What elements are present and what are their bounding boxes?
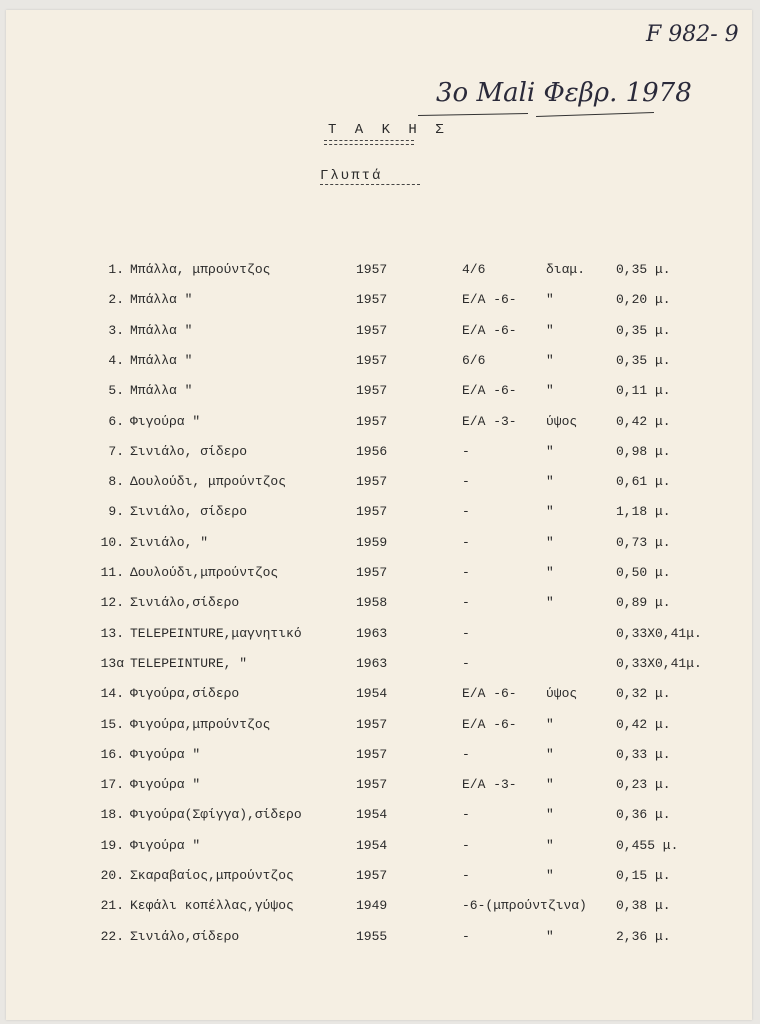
item-measure-type: " bbox=[546, 807, 554, 823]
handwritten-underline bbox=[536, 112, 654, 117]
item-title: Μπάλλα, μπρούντζος bbox=[130, 262, 271, 277]
list-item bbox=[6, 777, 752, 799]
item-dimension: 0,11 μ. bbox=[616, 383, 671, 399]
list-item bbox=[6, 868, 752, 890]
list-item bbox=[6, 504, 752, 526]
item-number: 13α bbox=[100, 655, 124, 671]
item-number: 16. bbox=[100, 746, 124, 762]
item-title: Φιγούρα " bbox=[130, 837, 201, 853]
item-dimension: 0,35 μ. bbox=[616, 262, 671, 277]
item-title: Σινιάλο, σίδερο bbox=[130, 504, 248, 520]
item-title: Σινιάλο,σίδερο bbox=[130, 928, 240, 944]
item-dimension: 0,89 μ. bbox=[616, 595, 671, 611]
title-underline bbox=[324, 144, 414, 145]
list-item bbox=[6, 444, 752, 466]
item-measure-type: ύψος bbox=[546, 413, 578, 429]
item-edition: Ε/Α -6- bbox=[462, 322, 517, 338]
item-number: 22. bbox=[100, 928, 124, 944]
item-year: 1957 bbox=[356, 413, 388, 429]
list-item bbox=[6, 686, 752, 708]
item-dimension: 0,20 μ. bbox=[616, 292, 671, 308]
list-item bbox=[6, 838, 752, 860]
item-dimension: 0,23 μ. bbox=[616, 777, 671, 793]
item-edition: Ε/Α -3- bbox=[462, 413, 517, 429]
item-number: 8. bbox=[108, 474, 124, 490]
item-number: 14. bbox=[100, 686, 124, 702]
item-title: Μπάλλα " bbox=[130, 352, 193, 368]
item-edition: - bbox=[462, 655, 470, 671]
item-year: 1954 bbox=[356, 807, 388, 823]
item-title: Σινιάλο, " bbox=[130, 534, 209, 550]
item-year: 1959 bbox=[356, 534, 388, 550]
item-year: 1957 bbox=[356, 262, 388, 277]
item-edition: - bbox=[462, 837, 470, 853]
item-year: 1957 bbox=[356, 565, 388, 580]
item-edition: Ε/Α -6- bbox=[462, 383, 517, 399]
list-item bbox=[6, 262, 752, 284]
item-edition: - bbox=[462, 474, 470, 490]
item-title: Σκαραβαίος,μπρούντζος bbox=[130, 868, 294, 883]
item-year: 1956 bbox=[356, 443, 388, 459]
item-dimension: 0,455 μ. bbox=[616, 837, 679, 853]
list-item bbox=[6, 353, 752, 375]
item-dimension: 2,36 μ. bbox=[616, 928, 671, 944]
item-measure-type: " bbox=[546, 746, 554, 762]
item-year: 1963 bbox=[356, 655, 388, 671]
item-year: 1949 bbox=[356, 898, 388, 914]
item-measure-type: " bbox=[546, 383, 554, 399]
item-measure-type: " bbox=[546, 443, 554, 459]
item-number: 13. bbox=[100, 625, 124, 641]
list-item bbox=[6, 414, 752, 436]
item-title: Δουλούδι, μπρούντζος bbox=[130, 474, 287, 490]
item-title: Φιγούρα " bbox=[130, 777, 201, 793]
item-edition: Ε/Α -3- bbox=[462, 777, 517, 793]
item-number: 10. bbox=[100, 534, 124, 550]
item-dimension: 0,33 μ. bbox=[616, 746, 671, 762]
item-measure-type: " bbox=[546, 595, 554, 611]
item-measure-type: " bbox=[546, 322, 554, 338]
item-edition: Ε/Α -6- bbox=[462, 716, 517, 732]
item-year: 1957 bbox=[356, 504, 388, 520]
item-title: TELEPEINTURE,μαγνητικό bbox=[130, 625, 302, 641]
item-title: Σινιάλο,σίδερο bbox=[130, 595, 240, 611]
item-year: 1957 bbox=[356, 383, 388, 399]
document-title: Τ Α Κ Η Σ bbox=[328, 122, 449, 138]
item-title: Μπάλλα " bbox=[130, 322, 193, 338]
item-edition: - bbox=[462, 504, 470, 520]
item-dimension: 0,73 μ. bbox=[616, 534, 671, 550]
list-item bbox=[6, 535, 752, 557]
item-number: 4. bbox=[108, 352, 124, 368]
item-edition: - bbox=[462, 534, 470, 550]
item-title: Μπάλλα " bbox=[130, 383, 193, 399]
item-year: 1957 bbox=[356, 352, 388, 368]
item-dimension: 0,35 μ. bbox=[616, 352, 671, 368]
item-dimension: 0,42 μ. bbox=[616, 716, 671, 732]
document-subtitle: Γλυπτά bbox=[320, 168, 383, 184]
item-measure-type: " bbox=[546, 292, 554, 308]
document-page bbox=[6, 10, 752, 1020]
item-year: 1963 bbox=[356, 625, 388, 641]
item-edition: - bbox=[462, 928, 470, 944]
item-edition: -6-(μπρούντζινα) bbox=[462, 898, 587, 914]
item-dimension: 0,36 μ. bbox=[616, 807, 671, 823]
item-title: Φιγούρα,μπρούντζος bbox=[130, 716, 271, 732]
item-measure-type: " bbox=[546, 534, 554, 550]
item-edition: Ε/Α -6- bbox=[462, 686, 517, 702]
item-number: 15. bbox=[100, 716, 124, 732]
item-number: 19. bbox=[100, 837, 124, 853]
item-year: 1957 bbox=[356, 868, 388, 883]
list-item bbox=[6, 383, 752, 405]
item-measure-type: " bbox=[546, 474, 554, 490]
list-item bbox=[6, 323, 752, 345]
item-number: 11. bbox=[100, 565, 124, 580]
item-year: 1955 bbox=[356, 928, 388, 944]
item-dimension: 0,33Χ0,41μ. bbox=[616, 655, 702, 671]
list-item bbox=[6, 807, 752, 829]
item-number: 9. bbox=[108, 504, 124, 520]
list-item bbox=[6, 626, 752, 648]
item-year: 1957 bbox=[356, 292, 388, 308]
item-dimension: 0,15 μ. bbox=[616, 868, 671, 883]
item-measure-type: " bbox=[546, 716, 554, 732]
item-edition: Ε/Α -6- bbox=[462, 292, 517, 308]
handwritten-underline bbox=[418, 113, 528, 116]
item-year: 1957 bbox=[356, 746, 388, 762]
item-edition: 4/6 bbox=[462, 262, 486, 277]
list-item bbox=[6, 656, 752, 678]
item-title: Σινιάλο, σίδερο bbox=[130, 443, 248, 459]
item-dimension: 0,35 μ. bbox=[616, 322, 671, 338]
item-title: Κεφάλι κοπέλλας,γύψος bbox=[130, 898, 294, 914]
list-item bbox=[6, 595, 752, 617]
item-measure-type: " bbox=[546, 777, 554, 793]
item-measure-type: " bbox=[546, 352, 554, 368]
item-measure-type: " bbox=[546, 837, 554, 853]
list-item bbox=[6, 292, 752, 314]
item-dimension: 0,98 μ. bbox=[616, 443, 671, 459]
item-dimension: 0,50 μ. bbox=[616, 565, 671, 580]
item-year: 1958 bbox=[356, 595, 388, 611]
item-edition: - bbox=[462, 443, 470, 459]
item-year: 1957 bbox=[356, 777, 388, 793]
item-number: 5. bbox=[108, 383, 124, 399]
subtitle-underline bbox=[320, 184, 420, 185]
item-measure-type: " bbox=[546, 504, 554, 520]
item-number: 21. bbox=[100, 898, 124, 914]
item-number: 18. bbox=[100, 807, 124, 823]
item-year: 1957 bbox=[356, 716, 388, 732]
item-year: 1954 bbox=[356, 686, 388, 702]
list-item bbox=[6, 717, 752, 739]
handwritten-reference: F 982- 9 bbox=[646, 22, 739, 47]
item-title: Φιγούρα " bbox=[130, 413, 201, 429]
item-year: 1954 bbox=[356, 837, 388, 853]
list-item bbox=[6, 474, 752, 496]
item-title: Φιγούρα(Σφίγγα),σίδερο bbox=[130, 807, 302, 823]
item-measure-type: διαμ. bbox=[546, 262, 586, 277]
item-number: 20. bbox=[100, 868, 124, 883]
item-edition: - bbox=[462, 595, 470, 611]
item-number: 3. bbox=[108, 322, 124, 338]
item-edition: 6/6 bbox=[462, 352, 486, 368]
item-edition: - bbox=[462, 868, 470, 883]
list-item bbox=[6, 565, 752, 587]
item-dimension: 0,42 μ. bbox=[616, 413, 671, 429]
title-underline bbox=[324, 140, 414, 141]
item-number: 6. bbox=[108, 413, 124, 429]
item-number: 7. bbox=[108, 443, 124, 459]
item-number: 12. bbox=[100, 595, 124, 611]
item-title: TELEPEINTURE, " bbox=[130, 655, 248, 671]
item-edition: - bbox=[462, 746, 470, 762]
item-dimension: 0,38 μ. bbox=[616, 898, 671, 914]
item-year: 1957 bbox=[356, 474, 388, 490]
item-number: 17. bbox=[100, 777, 124, 793]
item-measure-type: " bbox=[546, 928, 554, 944]
item-measure-type: " bbox=[546, 868, 554, 883]
item-edition: - bbox=[462, 625, 470, 641]
handwritten-date: 3ο Mali Φεβρ. 1978 bbox=[436, 78, 692, 108]
item-number: 2. bbox=[108, 292, 124, 308]
list-item bbox=[6, 929, 752, 951]
item-year: 1957 bbox=[356, 322, 388, 338]
item-title: Μπάλλα " bbox=[130, 292, 193, 308]
item-title: Φιγούρα " bbox=[130, 746, 201, 762]
item-measure-type: " bbox=[546, 565, 554, 580]
item-edition: - bbox=[462, 807, 470, 823]
item-dimension: 1,18 μ. bbox=[616, 504, 671, 520]
list-item bbox=[6, 898, 752, 920]
item-title: Δουλούδι,μπρούντζος bbox=[130, 565, 279, 580]
item-title: Φιγούρα,σίδερο bbox=[130, 686, 240, 702]
list-item bbox=[6, 747, 752, 769]
item-dimension: 0,33Χ0,41μ. bbox=[616, 625, 702, 641]
item-edition: - bbox=[462, 565, 470, 580]
item-dimension: 0,32 μ. bbox=[616, 686, 671, 702]
item-dimension: 0,61 μ. bbox=[616, 474, 671, 490]
item-measure-type: ύψος bbox=[546, 686, 578, 702]
item-number: 1. bbox=[108, 262, 124, 277]
